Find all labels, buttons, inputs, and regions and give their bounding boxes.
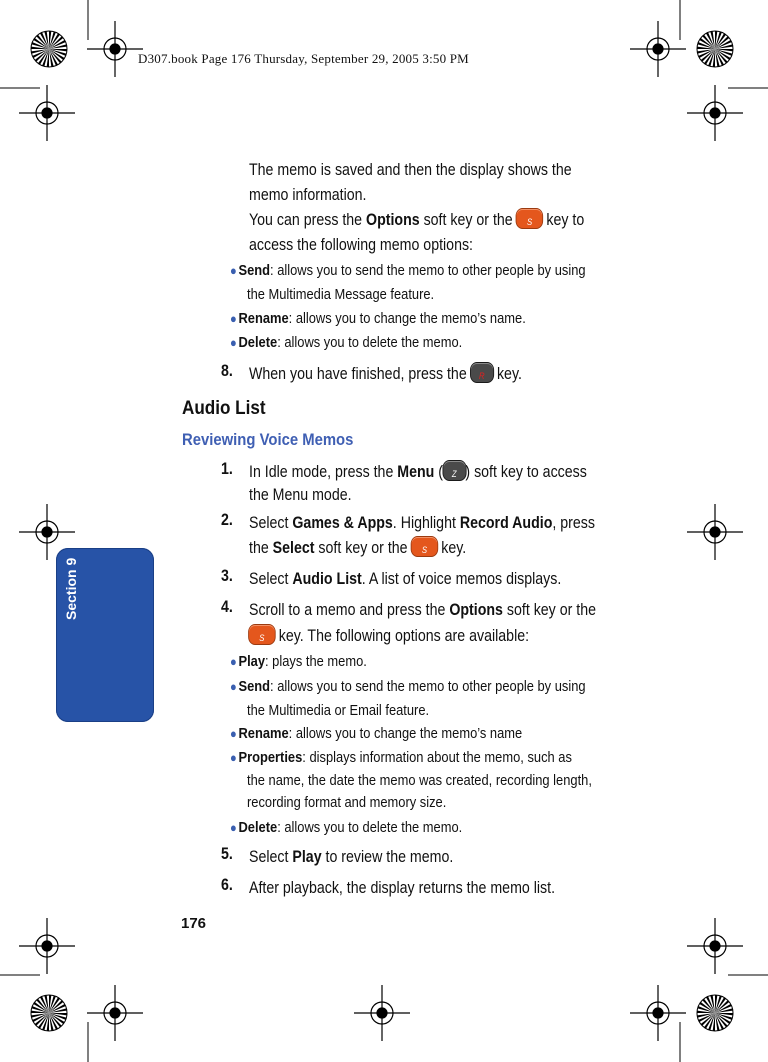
crosshair-mark — [87, 985, 143, 1041]
step-text: In Idle mode, press the Menu ( Z ) soft key to access — [249, 463, 587, 481]
step-number: 3. — [221, 567, 233, 585]
step-text: the Select soft key or the S key. — [249, 539, 467, 557]
list-item: ● Rename: allows you to change the memo’s name. — [230, 310, 526, 327]
list-item: ● Delete: allows you to delete the memo. — [230, 819, 463, 836]
list-item-continuation: the Multimedia or Email feature. — [247, 702, 430, 719]
list-item: ● Properties: displays information about the memo, such as — [230, 749, 572, 766]
page-number: 176 — [181, 915, 207, 932]
step-text: Select Play to review the memo. — [249, 848, 454, 866]
subsection-heading: Reviewing Voice Memos — [182, 431, 354, 449]
intro-line: The memo is saved and then the display shows the — [249, 161, 572, 179]
crosshair-mark — [687, 85, 743, 141]
bullet-icon: ● — [230, 311, 237, 326]
list-item-continuation: the name, the date the memo was created, recording length, — [247, 772, 592, 789]
select-key-icon: S — [412, 537, 438, 556]
end-key-icon: R — [471, 363, 493, 382]
step-text: Select Games & Apps. Highlight Record Audio, press — [249, 514, 595, 532]
step-text: the Menu mode. — [249, 486, 352, 504]
list-item: ● Send: allows you to send the memo to other people by using — [230, 678, 586, 695]
starburst-mark — [31, 31, 67, 67]
select-key-icon: S — [249, 625, 275, 644]
section-tab-label: Section 9 — [63, 557, 79, 620]
list-item: ● Send: allows you to send the memo to other people by using — [230, 262, 586, 279]
crosshair-mark — [687, 504, 743, 560]
starburst-mark — [697, 31, 733, 67]
section-heading: Audio List — [182, 398, 266, 419]
step-number: 6. — [221, 876, 233, 894]
step-number: 4. — [221, 598, 233, 616]
bullet-icon: ● — [230, 263, 237, 278]
bullet-icon: ● — [230, 679, 237, 694]
list-item-continuation: recording format and memory size. — [247, 794, 447, 811]
step-number: 5. — [221, 845, 233, 863]
step-number: 1. — [221, 460, 233, 478]
bullet-icon: ● — [230, 654, 237, 669]
crosshair-mark — [19, 85, 75, 141]
running-header: D307.book Page 176 Thursday, September 29, 2005 3:50 PM — [138, 51, 469, 66]
list-item: ● Delete: allows you to delete the memo. — [230, 334, 463, 351]
step-text: Scroll to a memo and press the Options soft key or the — [249, 601, 597, 619]
crosshair-mark — [630, 985, 686, 1041]
starburst-mark — [31, 995, 67, 1031]
select-key-icon: S — [517, 209, 543, 228]
starburst-mark — [697, 995, 733, 1031]
bullet-icon: ● — [230, 726, 237, 741]
intro-line: You can press the Options soft key or the S key to — [249, 211, 585, 229]
menu-key-icon: Z — [443, 461, 465, 480]
crosshair-mark — [354, 985, 410, 1041]
list-item: ● Play: plays the memo. — [230, 653, 367, 670]
crosshair-mark — [630, 21, 686, 77]
step-text: S key. The following options are available: — [249, 624, 529, 648]
step-text: When you have finished, press the R key. — [249, 365, 522, 383]
crosshair-mark — [19, 918, 75, 974]
step-number: 2. — [221, 511, 233, 529]
step-text: Select Audio List. A list of voice memos displays. — [249, 570, 562, 588]
step-text: After playback, the display returns the memo list. — [249, 879, 556, 897]
step-number: 8. — [221, 362, 233, 380]
crosshair-mark — [87, 21, 143, 77]
bullet-icon: ● — [230, 750, 237, 765]
intro-line: memo information. — [249, 186, 367, 204]
bullet-icon: ● — [230, 335, 237, 350]
list-item: ● Rename: allows you to change the memo’s name — [230, 725, 523, 742]
bullet-icon: ● — [230, 820, 237, 835]
intro-line: access the following memo options: — [249, 236, 474, 254]
crosshair-mark — [687, 918, 743, 974]
list-item-continuation: the Multimedia Message feature. — [247, 286, 435, 303]
